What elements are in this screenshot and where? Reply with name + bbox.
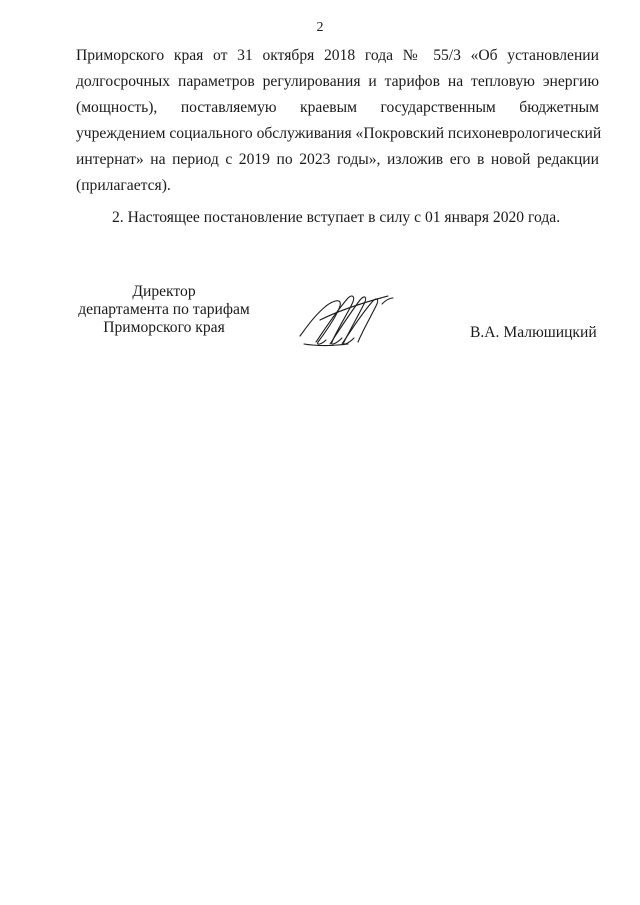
paragraph-1 [76,43,602,199]
signatory-title-line: департамента по тарифам [78,301,250,318]
signatory-title [70,283,258,337]
paragraph-line: долгосрочных параметров регулирования и тарифов на тепловую энергию [76,73,599,90]
paragraph-2: 2. Настоящее постановление вступает в силу с 01 января 2020 года. [112,209,561,226]
paragraph-line: учреждением социального обслуживания «Покровский психоневрологический [76,125,602,142]
page-number: 2 [316,20,324,35]
handwritten-signature [296,286,396,350]
paragraph-line: интернат» на период с 2019 по 2023 годы», изложив его в новой редакции [76,151,599,168]
signatory-name: В.А. Малюшицкий [470,324,597,341]
paragraph-line: Приморского края от 31 октября 2018 года № 55/3 «Об установлении [76,47,599,64]
signatory-title-line: Приморского края [103,319,225,336]
paragraph-line: (прилагается). [76,177,171,194]
paragraph-line: (мощность), поставляемую краевым государственным бюджетным [76,99,599,116]
signatory-title-line: Директор [132,283,196,300]
document-body [76,43,602,231]
